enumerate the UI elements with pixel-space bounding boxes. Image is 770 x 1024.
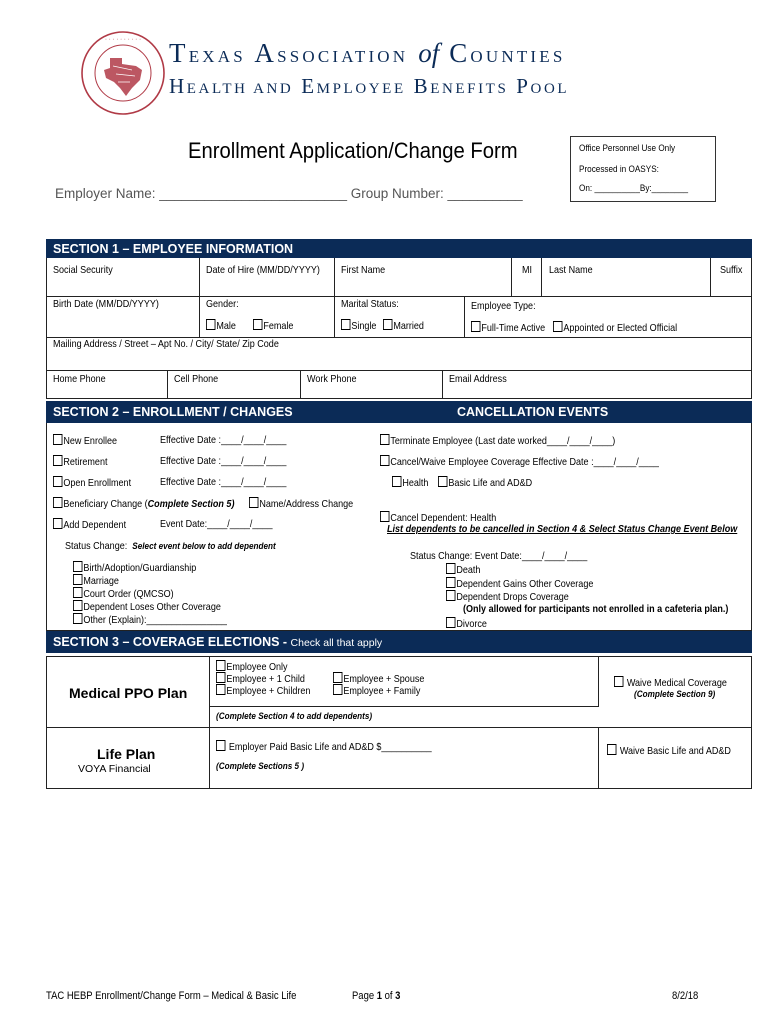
office-use-line-1: Office Personnel Use Only [579,143,676,154]
event-date-field[interactable]: Event Date:____/____/____ [160,518,273,530]
checkbox-icon[interactable] [446,590,455,601]
beneficiary-change-checkbox[interactable]: Beneficiary Change (Complete Section 5) [53,497,234,510]
appointed-checkbox[interactable]: Appointed or Elected Official [553,321,677,334]
footer-date: 8/2/18 [672,990,699,1002]
life-plan-name: Life Plan [97,746,156,762]
home-phone-field[interactable]: Home Phone [53,373,106,385]
life-plan-carrier: VOYA Financial [78,763,151,775]
open-enrollment-checkbox[interactable]: Open Enrollment [53,476,131,489]
full-time-checkbox[interactable]: Full-Time Active [471,321,545,334]
cancel-drops-coverage-checkbox[interactable]: Dependent Drops Coverage [446,590,569,603]
emp-children-checkbox[interactable]: Employee + Children [216,684,310,697]
gender-male-checkbox[interactable]: Male [206,319,236,332]
gender-label: Gender: [206,298,239,310]
effective-date-new[interactable]: Effective Date :____/____/____ [160,434,287,446]
terminate-employee-checkbox[interactable]: Terminate Employee (Last date worked____/____/____) [380,434,615,447]
checkbox-icon[interactable] [53,476,62,487]
checkbox-icon[interactable] [53,434,62,445]
work-phone-field[interactable]: Work Phone [307,373,357,385]
checkbox-icon[interactable] [607,744,616,755]
checkbox-icon[interactable] [206,319,215,330]
suffix-field[interactable]: Suffix [720,264,743,276]
date-of-hire-field[interactable]: Date of Hire (MM/DD/YYYY) [206,264,320,276]
section-2-header [46,401,752,423]
cancel-waive-checkbox[interactable]: Cancel/Waive Employee Coverage Effective Date :____/____/____ [380,455,659,468]
cancel-status-change[interactable]: Status Change: Event Date:____/____/____ [410,550,588,562]
emp-child-checkbox[interactable]: Employee + 1 Child [216,672,305,685]
marital-single-checkbox[interactable]: Single [341,319,376,332]
emp-only-checkbox[interactable]: Employee Only [216,660,288,673]
retirement-checkbox[interactable]: Retirement [53,455,107,468]
checkbox-icon[interactable] [446,617,455,628]
checkbox-icon[interactable] [73,613,82,624]
employer-paid-life-checkbox[interactable]: Employer Paid Basic Life and AD&D $__________ [216,740,432,753]
section-3-header [46,631,752,653]
complete-section-4-note: (Complete Section 4 to add dependents) [216,711,373,722]
checkbox-icon[interactable] [333,684,342,695]
office-use-line-2: Processed in OASYS: [579,164,659,175]
cancel-divorce-checkbox[interactable]: Divorce [446,617,487,630]
footer-page-number: Page 1 of 3 [352,990,401,1002]
complete-section-9-note: (Complete Section 9) [634,689,716,700]
cancel-health-checkbox[interactable]: Health [392,476,428,489]
complete-section-5-note: (Complete Sections 5 ) [216,761,305,772]
effective-date-retirement[interactable]: Effective Date :____/____/____ [160,455,287,467]
first-name-field[interactable]: First Name [341,264,386,276]
event-other-checkbox[interactable]: Other (Explain):________________ [73,613,227,626]
checkbox-icon[interactable] [333,672,342,683]
event-loses-coverage-checkbox[interactable]: Dependent Loses Other Coverage [73,600,221,613]
mailing-address-field[interactable]: Mailing Address / Street – Apt No. / City/ State/ Zip Code [53,338,279,350]
effective-date-open[interactable]: Effective Date :____/____/____ [160,476,287,488]
logo-seal [80,30,166,116]
section-3-title: SECTION 3 – COVERAGE ELECTIONS - Check all that apply [53,635,383,649]
checkbox-icon[interactable] [73,600,82,611]
cancellation-events-title: CANCELLATION EVENTS [457,405,609,419]
checkbox-icon[interactable] [438,476,447,487]
cancel-dependent-checkbox[interactable]: Cancel Dependent: Health [380,511,496,524]
social-security-field[interactable]: Social Security [53,264,113,276]
checkbox-icon[interactable] [253,319,262,330]
svg-text:· · · · · · · · · ·: · · · · · · · · · · [104,36,142,43]
checkbox-icon[interactable] [341,319,350,330]
cafeteria-note: (Only allowed for participants not enrolled in a cafeteria plan.) [463,603,729,615]
checkbox-icon[interactable] [73,561,82,572]
checkbox-icon[interactable] [614,676,623,687]
medical-plan-name: Medical PPO Plan [69,685,188,701]
checkbox-icon[interactable] [383,319,392,330]
employer-group-line: Employer Name: _________________________ Group Number: __________ [55,186,523,201]
cancel-basic-life-checkbox[interactable]: Basic Life and AD&D [438,476,532,489]
logo-line-2: HEALTH AND EMPLOYEE BENEFITS POOL [169,74,570,98]
office-use-box [570,136,716,202]
checkbox-icon[interactable] [53,497,62,508]
office-use-line-3: On: __________By:________ [579,183,689,194]
logo-line-1: TEXAS ASSOCIATION of COUNTIES [169,38,566,68]
checkbox-icon[interactable] [73,587,82,598]
employee-type-label: Employee Type: [471,300,536,312]
marital-status-label: Marital Status: [341,298,399,310]
emp-spouse-checkbox[interactable]: Employee + Spouse [333,672,424,685]
cancel-gains-coverage-checkbox[interactable]: Dependent Gains Other Coverage [446,577,593,590]
birth-date-field[interactable]: Birth Date (MM/DD/YYYY) [53,298,159,310]
checkbox-icon[interactable] [53,518,62,529]
checkbox-icon[interactable] [249,497,258,508]
status-change-label: Status Change: Select event below to add dependent [65,540,276,552]
add-dependent-checkbox[interactable]: Add Dependent [53,518,126,531]
emp-family-checkbox[interactable]: Employee + Family [333,684,420,697]
checkbox-icon[interactable] [446,563,455,574]
waive-life-checkbox[interactable]: Waive Basic Life and AD&D [607,744,731,757]
checkbox-icon[interactable] [216,740,225,751]
email-field[interactable]: Email Address [449,373,507,385]
mi-field[interactable]: MI [522,264,533,276]
marital-married-checkbox[interactable]: Married [383,319,424,332]
checkbox-icon[interactable] [53,455,62,466]
cancel-death-checkbox[interactable]: Death [446,563,480,576]
checkbox-icon[interactable] [216,660,225,671]
checkbox-icon[interactable] [380,455,389,466]
cell-phone-field[interactable]: Cell Phone [174,373,219,385]
section-1-header [46,239,752,258]
new-enrollee-checkbox[interactable]: New Enrollee [53,434,117,447]
footer-form-name: TAC HEBP Enrollment/Change Form – Medical & Basic Life [46,990,297,1002]
checkbox-icon[interactable] [471,321,480,332]
event-marriage-checkbox[interactable]: Marriage [73,574,119,587]
gender-female-checkbox[interactable]: Female [253,319,293,332]
checkbox-icon[interactable] [216,672,225,683]
checkbox-icon[interactable] [216,684,225,695]
last-name-field[interactable]: Last Name [549,264,593,276]
waive-medical-checkbox[interactable]: Waive Medical Coverage [614,676,727,689]
checkbox-icon[interactable] [380,434,389,445]
checkbox-icon[interactable] [392,476,401,487]
checkbox-icon[interactable] [553,321,562,332]
form-title: Enrollment Application/Change Form [188,138,518,163]
checkbox-icon[interactable] [73,574,82,585]
checkbox-icon[interactable] [446,577,455,588]
name-address-change-checkbox[interactable]: Name/Address Change [249,497,353,510]
checkbox-icon[interactable] [380,511,389,522]
event-court-order-checkbox[interactable]: Court Order (QMCSO) [73,587,174,600]
cancel-dependent-note: List dependents to be cancelled in Section 4 & Select Status Change Event Below [387,523,738,535]
section-1-title: SECTION 1 – EMPLOYEE INFORMATION [53,242,294,256]
event-birth-checkbox[interactable]: Birth/Adoption/Guardianship [73,561,196,574]
section-2-title: SECTION 2 – ENROLLMENT / CHANGES [53,405,293,419]
